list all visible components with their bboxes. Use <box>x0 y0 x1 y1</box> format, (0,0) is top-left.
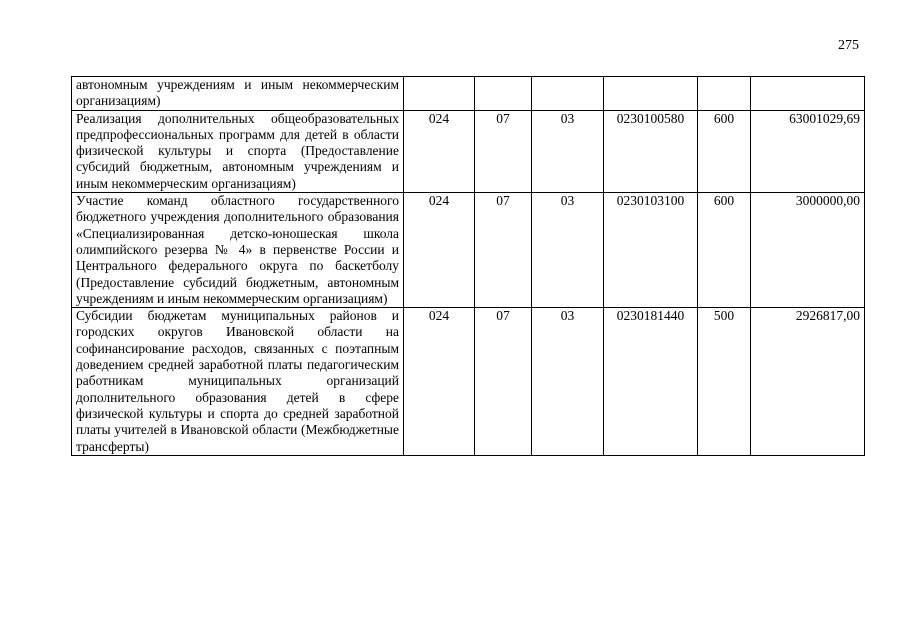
target-code: 0230100580 <box>604 110 698 192</box>
table-row <box>72 77 865 111</box>
amount: 2926817,00 <box>751 308 865 456</box>
target-code <box>604 77 698 111</box>
ministry-code: 024 <box>404 193 475 308</box>
target-code: 0230181440 <box>604 308 698 456</box>
row-description: автономным учреждениям и иным некоммерческим организациям) <box>72 77 404 111</box>
table-row <box>72 193 865 308</box>
budget-table <box>71 76 865 456</box>
section-code <box>475 77 532 111</box>
page-number: 275 <box>838 38 859 53</box>
row-description: Реализация дополнительных общеобразовательных предпрофессиональных программ для детей в области физической культуры и спорта (Предоставление субсидий бюджетным, автономным учреждениям и иным некоммерческим организациям) <box>72 110 404 192</box>
row-description: Участие команд областного государственного бюджетного учреждения дополнительного образования «Специализированная детско-юношеская школа олимпийского резерва № 4» в первенстве России и Центрального федерального округа по баскетболу (Предоставление субсидий бюджетным, автономным учреждениям и иным некоммерческим организациям) <box>72 193 404 308</box>
subsection-code <box>532 77 604 111</box>
table-row <box>72 110 865 192</box>
table-row <box>72 308 865 456</box>
section-code: 07 <box>475 193 532 308</box>
ministry-code <box>404 77 475 111</box>
expense-type-code <box>698 77 751 111</box>
section-code: 07 <box>475 110 532 192</box>
subsection-code: 03 <box>532 110 604 192</box>
expense-type-code: 600 <box>698 193 751 308</box>
amount: 63001029,69 <box>751 110 865 192</box>
expense-type-code: 500 <box>698 308 751 456</box>
amount <box>751 77 865 111</box>
subsection-code: 03 <box>532 193 604 308</box>
ministry-code: 024 <box>404 110 475 192</box>
expense-type-code: 600 <box>698 110 751 192</box>
amount: 3000000,00 <box>751 193 865 308</box>
subsection-code: 03 <box>532 308 604 456</box>
target-code: 0230103100 <box>604 193 698 308</box>
section-code: 07 <box>475 308 532 456</box>
row-description: Субсидии бюджетам муниципальных районов и городских округов Ивановской области на софинансирование расходов, связанных с поэтапным доведением средней заработной платы педагогическим работникам муниципальных организаций дополнительного образования детей в сфере физической культуры и спорта до средней заработной платы учителей в Ивановской области (Межбюджетные трансферты) <box>72 308 404 456</box>
ministry-code: 024 <box>404 308 475 456</box>
